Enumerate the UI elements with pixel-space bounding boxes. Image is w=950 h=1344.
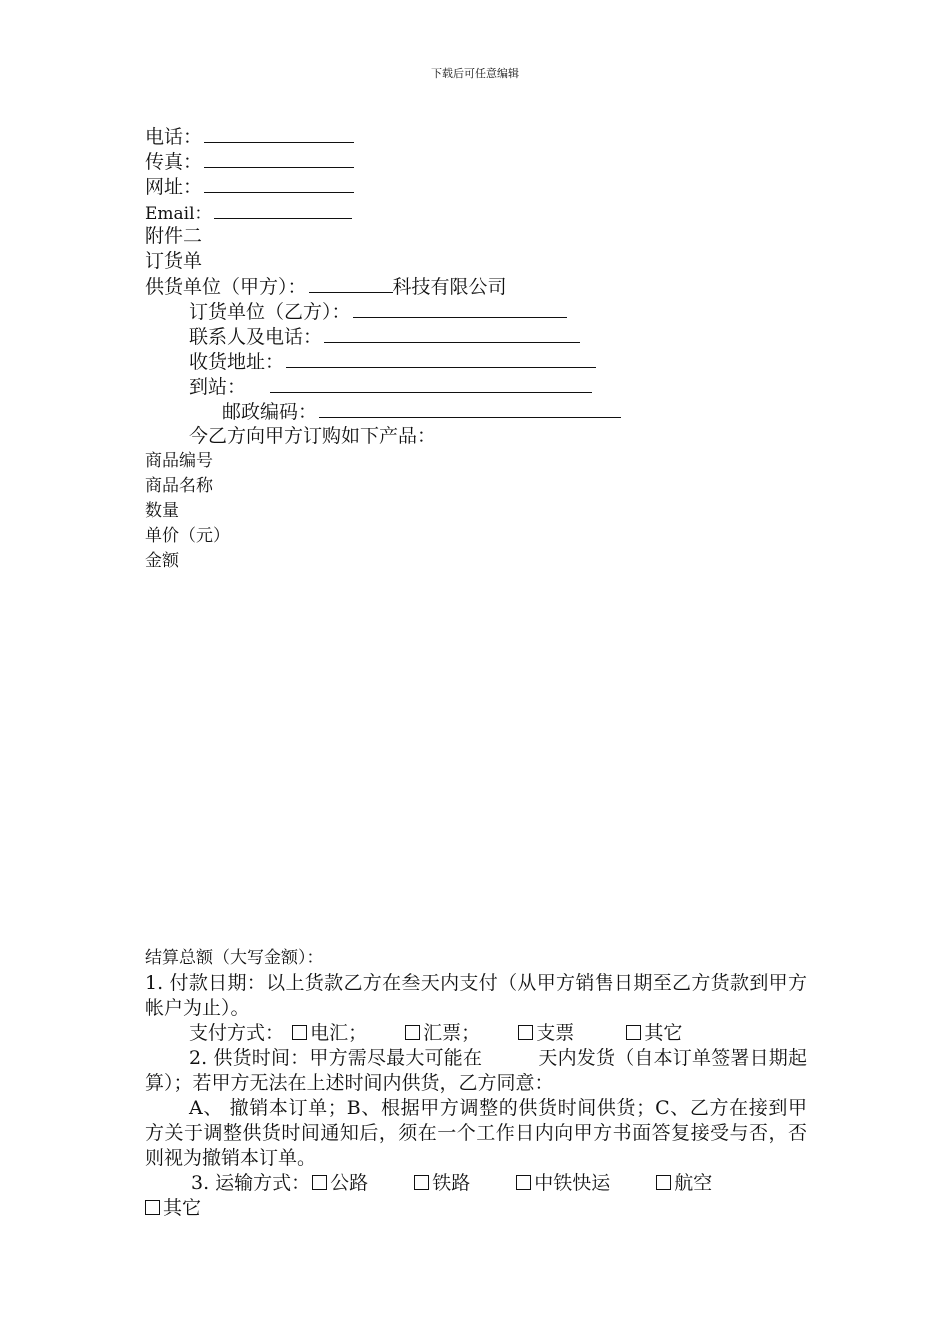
checkbox-cre-express[interactable] (516, 1175, 531, 1190)
total-amount-label: 结算总额（大写金额）： (145, 948, 324, 968)
checkbox-air[interactable] (656, 1175, 671, 1190)
checkbox-other-transport[interactable] (145, 1200, 160, 1215)
supply-time-clause (145, 1046, 807, 1096)
postcode-blank[interactable] (319, 399, 621, 418)
web-row (145, 174, 354, 199)
fax-row (145, 149, 354, 174)
column-product-name: 商品名称 (145, 476, 213, 496)
buyer-label: 订货单位（乙方）： (189, 301, 351, 323)
option-draft: 汇票； (423, 1022, 481, 1044)
option-other-transport: 其它 (163, 1197, 202, 1219)
option-other-payment: 其它 (644, 1022, 683, 1044)
email-blank[interactable] (214, 200, 352, 219)
station-blank[interactable] (270, 374, 592, 393)
payment-method-label: 支付方式： (189, 1022, 285, 1044)
contact-row (189, 324, 580, 349)
checkbox-cheque[interactable] (518, 1025, 533, 1040)
column-unit-price: 单价（元） (145, 526, 230, 546)
payment-method-row (189, 1021, 682, 1045)
option-cheque: 支票 (536, 1022, 575, 1044)
page-header-note: 下载后可任意编辑 (431, 67, 519, 80)
checkbox-wire-transfer[interactable] (292, 1025, 307, 1040)
address-blank[interactable] (286, 349, 596, 368)
supplier-blank[interactable] (309, 274, 393, 293)
checkbox-railway[interactable] (414, 1175, 429, 1190)
option-cre-express: 中铁快运 (534, 1172, 611, 1194)
station-row (189, 374, 592, 399)
supplier-suffix: 科技有限公司 (392, 276, 507, 298)
web-blank[interactable] (204, 174, 354, 193)
checkbox-road[interactable] (312, 1175, 327, 1190)
column-amount: 金额 (145, 551, 179, 571)
phone-label: 电话： (145, 126, 203, 148)
option-railway: 铁路 (432, 1172, 471, 1194)
postcode-row (222, 399, 621, 424)
supplier-row (145, 274, 507, 299)
station-label: 到站： (189, 376, 247, 398)
address-label: 收货地址： (189, 351, 285, 373)
supply-options-text: A、 撤销本订单；B、根据甲方调整的供货时间供货；C、乙方在接到甲方关于调整供货时间通知后，须在一个工作日内向甲方书面答复接受与否，否则视为撤销本订单。 (145, 1097, 807, 1169)
transport-clause (145, 1171, 807, 1221)
checkbox-other-payment[interactable] (626, 1025, 641, 1040)
phone-blank[interactable] (204, 124, 354, 143)
attachment-title: 附件二 (145, 225, 203, 247)
supply-time-text-b: 天内发货（自本订单签署日期起算）；若甲方无法在上述时间内供货，乙方同意： (145, 1047, 807, 1094)
postcode-label: 邮政编码： (222, 401, 318, 423)
fax-label: 传真： (145, 151, 203, 173)
transport-label: 3. 运输方式： (191, 1172, 311, 1194)
order-title: 订货单 (145, 250, 203, 272)
option-air: 航空 (674, 1172, 713, 1194)
option-road: 公路 (330, 1172, 369, 1194)
contact-blank[interactable] (324, 324, 580, 343)
supply-time-text-a: 2. 供货时间：甲方需尽最大可能在 (189, 1047, 483, 1069)
order-intro: 今乙方向甲方订购如下产品： (189, 425, 437, 447)
buyer-blank[interactable] (353, 299, 567, 318)
web-label: 网址： (145, 176, 203, 198)
supply-options-clause (145, 1096, 807, 1171)
supplier-label: 供货单位（甲方）： (145, 276, 307, 298)
email-label: Email： (145, 204, 212, 224)
email-row (145, 200, 352, 226)
option-wire-transfer: 电汇； (310, 1022, 368, 1044)
payment-date-clause: 1. 付款日期：以上货款乙方在叁天内支付（从甲方销售日期至乙方货款到甲方帐户为止）。 (145, 972, 807, 1019)
address-row (189, 349, 596, 374)
contact-label: 联系人及电话： (189, 326, 323, 348)
column-product-code: 商品编号 (145, 451, 213, 471)
column-quantity: 数量 (145, 501, 179, 521)
checkbox-draft[interactable] (405, 1025, 420, 1040)
buyer-row (189, 299, 567, 324)
phone-row (145, 124, 354, 149)
fax-blank[interactable] (204, 149, 354, 168)
